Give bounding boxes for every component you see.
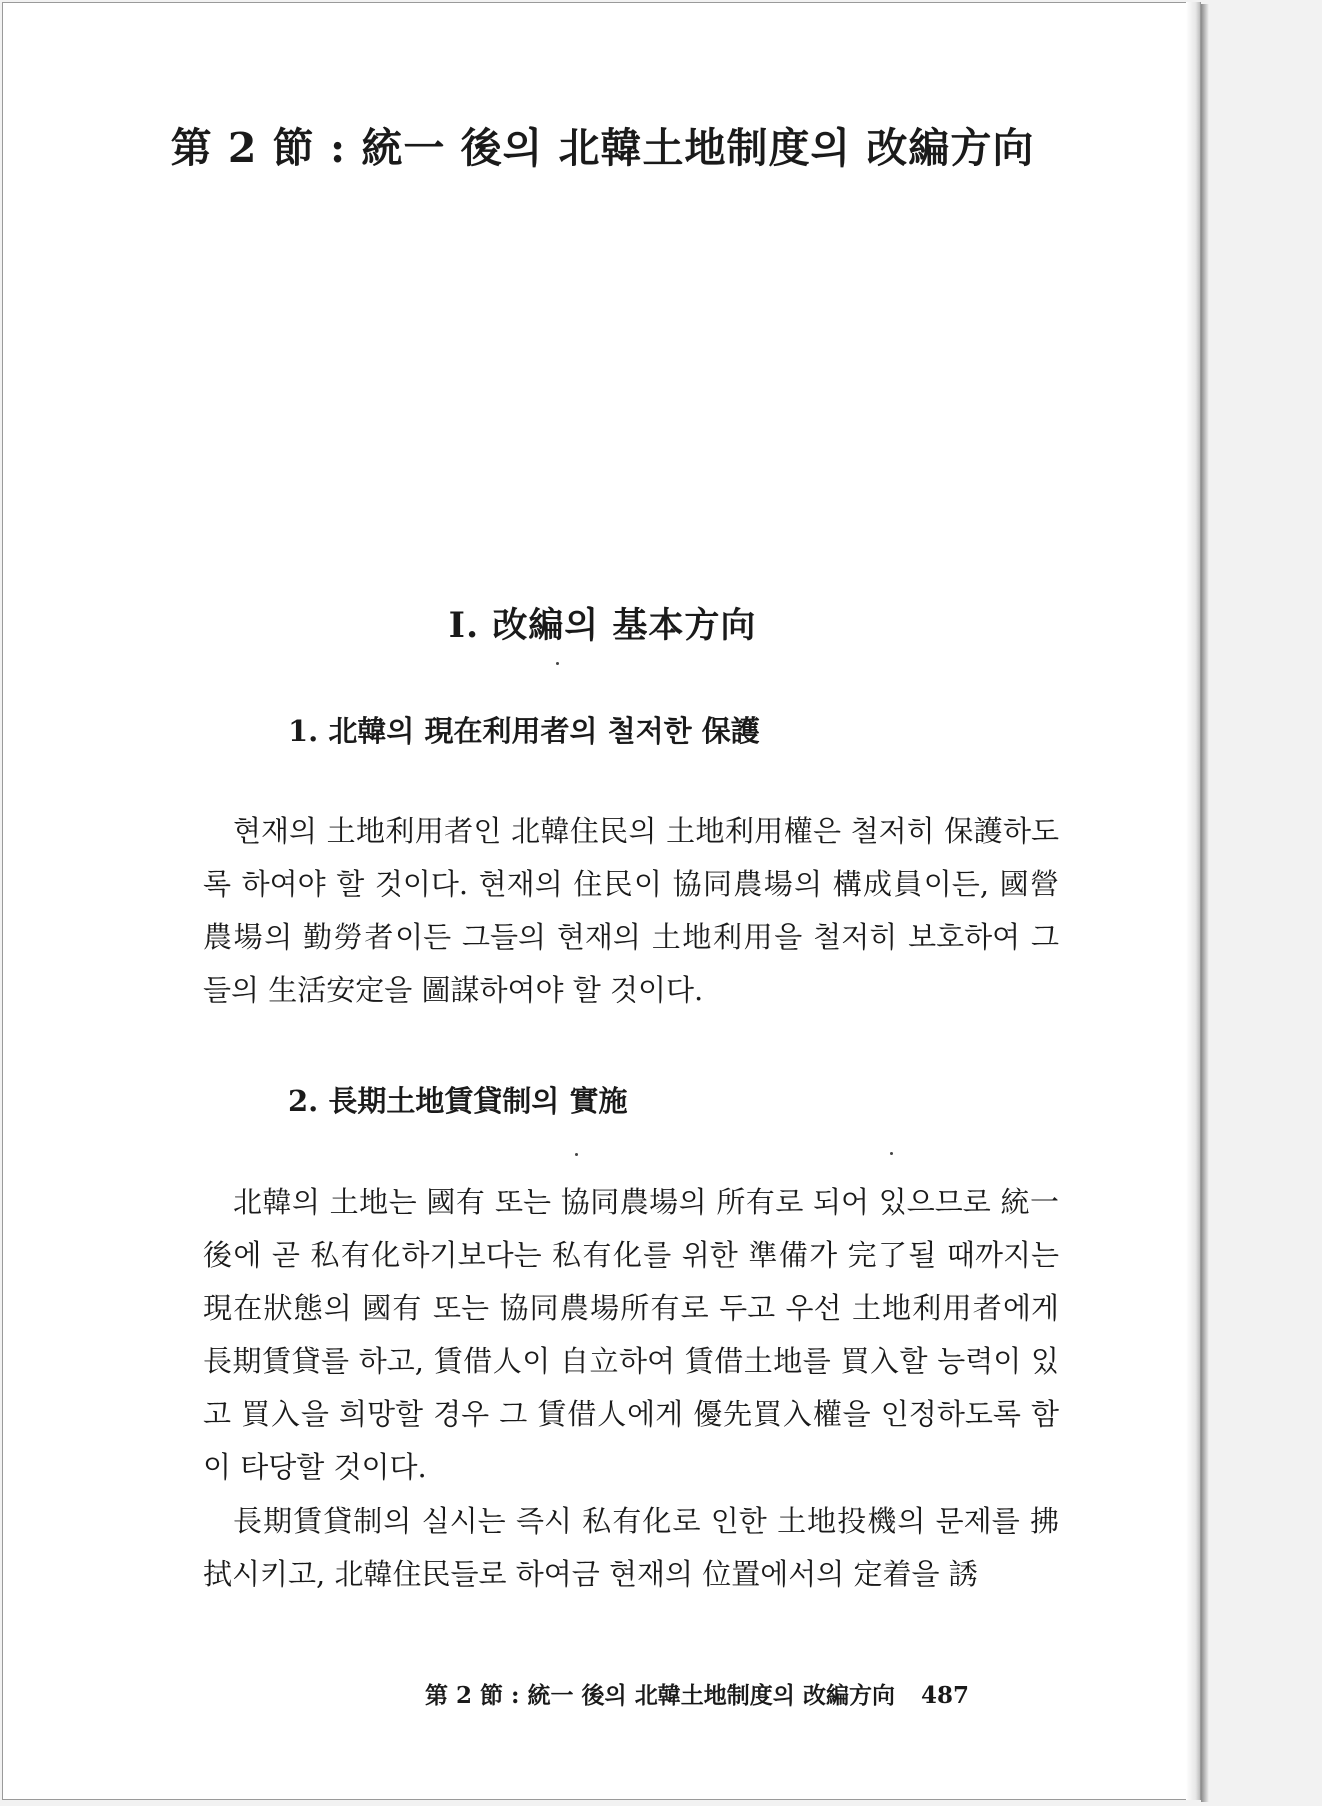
subsection-2-paragraph-1: 北韓의 土地는 國有 또는 協同農場의 所有로 되어 있으므로 統一 後에 곧 私有化하기보다는 私有化를 위한 準備가 完了될 때까지는 現在狀態의 國有 또는 協同農場所有로 두고 우선 土地利用者에게 長期賃貸를 하고, 賃借人이 自立하여 賃借土地를 買入할 능력이 있고 買入을 희망할 경우 그 賃借人에게 優先買入權을 인정하도록 함이 타당할 것이다. — [203, 1185, 1059, 1484]
page-edge-fold — [1186, 2, 1200, 1800]
document-page — [2, 2, 1201, 1800]
scan-speck — [575, 1153, 578, 1156]
scan-speck — [890, 1152, 893, 1155]
chapter-title: 第 2 節 : 統一 後의 北韓土地制度의 改編方向 — [170, 124, 1035, 172]
scan-speck — [556, 662, 559, 665]
subsection-2-paragraph-2: 長期賃貸制의 실시는 즉시 私有化로 인한 土地投機의 문제를 拂拭시키고, 北韓住民들로 하여금 현재의 位置에서의 定着을 誘 — [203, 1504, 1059, 1591]
page-footer — [425, 1677, 969, 1710]
subsection-1-heading: 1. 北韓의 現在利用者의 철저한 保護 — [288, 714, 760, 748]
subsection-1-paragraph: 현재의 土地利用者인 北韓住民의 土地利用權은 철저히 保護하도록 하여야 할 것이다. 현재의 住民이 協同農場의 構成員이든, 國營農場의 勤勞者이든 그들의 현재의 土地利用을 철저히 보호하여 그들의 生活安定을 圖謀하여야 할 것이다. — [203, 814, 1059, 1007]
page-number: 487 — [920, 1682, 969, 1709]
section-title: Ⅰ. 改編의 基本方向 — [448, 605, 757, 646]
running-title: 第 2 節 : 統一 後의 北韓土地制度의 改編方向 — [425, 1682, 895, 1709]
page-edge-shadow — [1201, 4, 1209, 1802]
subsection-2-heading: 2. 長期土地賃貸制의 實施 — [288, 1084, 628, 1118]
